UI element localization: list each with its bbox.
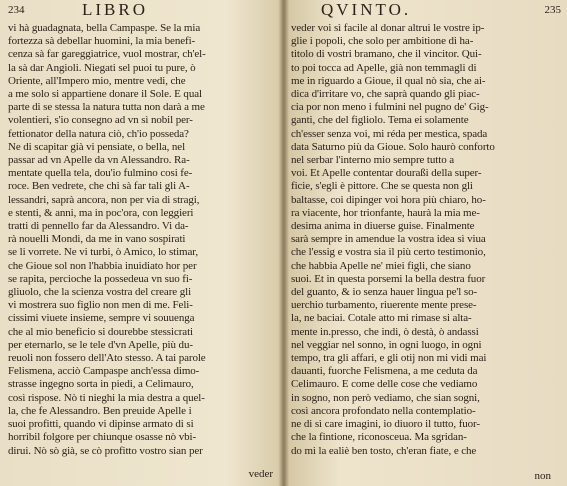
text-line: dica d'irritare vo, che saprà quando gli piac- xyxy=(291,88,480,101)
text-line: a me solo si appartiene donare il Sole. E qual xyxy=(8,88,202,101)
text-line: ne di sì care imagini, io diuoro il tutto, fuor- xyxy=(291,418,480,431)
text-line: in sogno, non però vediamo, che sian sogni, xyxy=(291,391,480,404)
text-line: che la fintione, riconosceua. Ma sgridan- xyxy=(291,431,467,444)
right-page-header xyxy=(287,0,567,22)
text-line: roce. Ben vedrete, che chi sà far tali gli A- xyxy=(8,180,190,193)
text-line: Felismena, acciò Campaspe anch'essa dimo- xyxy=(8,365,200,378)
right-page-text xyxy=(291,22,563,458)
text-line: ra viacente, hor trionfante, haurà la mia me- xyxy=(291,206,480,219)
text-line: volentieri, s'io consegno ad vn sì nobil per- xyxy=(8,114,193,127)
text-line: per eternarlo, se le tele d'vn Apelle, più du- xyxy=(8,338,193,351)
text-line: vi hà guadagnata, bella Campaspe. Se la mia xyxy=(8,22,201,34)
text-line: che al mio beneficio si dourebbe stessicrati xyxy=(8,325,193,338)
catchword: veder xyxy=(248,468,273,480)
text-line: strasse ingegno sorta in piedi, a Celimauro, xyxy=(8,378,194,391)
text-line: fettionator della natura ciò, ch'io posseda? xyxy=(8,127,189,140)
text-line: passar ad vn Apelle da vn Alessandro. Ra- xyxy=(8,154,190,167)
text-line: mentate quella tela, dou'io fulmino cosi fe- xyxy=(8,167,193,180)
right-page xyxy=(287,0,567,486)
text-line: fortezza sà debellar huomini, la mia benefi- xyxy=(8,35,196,48)
text-line: la, ne baciai. Cotale atto mi rimase si alta- xyxy=(291,312,472,325)
text-line: tratti di pennello far da Alessandro. Vi da- xyxy=(8,220,189,233)
text-line: tempo, tra gli affari, e gli otij non mi vidi mai xyxy=(291,352,487,365)
text-line: del guanto, & io senza hauer lingua pe'l so- xyxy=(291,286,478,299)
text-line: baltasse, coi dipinger voi hora più chiaro, ho- xyxy=(291,193,486,206)
text-line: così rispose. Nò ti nieghi la mia destra a quel- xyxy=(8,391,205,404)
text-line: cenza sà far gareggiatrice, vuol mostrar, ch'el- xyxy=(8,48,206,61)
text-line: lessandri, saprà ancora, non per via di stragi, xyxy=(8,193,200,206)
text-line: Celimauro. E come delle cose che vediamo xyxy=(291,378,478,391)
text-line: voi. Et Apelle contentar douraßi della super- xyxy=(291,167,482,180)
text-line: se rapita, percioche la possedeua vn suo fi- xyxy=(8,272,193,285)
text-line: e stenti, & anni, ma in poc'ora, con leggieri xyxy=(8,206,194,219)
page-number: 235 xyxy=(544,4,561,16)
text-line: suoi profitti, quando vi dipinse armato di si xyxy=(8,418,194,431)
text-line: ch'esser senza voi, mi réda per mestica, spada xyxy=(291,127,488,140)
text-line: gliuolo, che la scienza vostra del creare gli xyxy=(8,286,192,299)
page-number: 234 xyxy=(8,4,25,16)
text-line: Oriente, all'Impero mio, mentre vedi, che xyxy=(8,74,186,87)
text-line: nel serbar l'interno mio sempre tutto a xyxy=(291,154,455,167)
text-line: la, che fe Alessandro. Ben preuide Apelle i xyxy=(8,404,192,417)
left-page xyxy=(0,0,283,486)
text-line: me in riguardo a Gioue, il qual nò sia, che ai- xyxy=(291,74,486,87)
text-line: vi mostrera suo figlio non men di me. Feli- xyxy=(8,299,193,312)
text-line: desima anima in diuerse guise. Finalmente xyxy=(291,220,475,233)
text-line: horribil folgore per chiunque osasse nò vbi- xyxy=(8,431,197,444)
text-line: data Saturno più da Gioue. Solo haurò conforto xyxy=(291,140,495,153)
text-line: uerchio turbamento, riuerente mente prese- xyxy=(291,299,477,312)
text-line: rà nouelli Mondi, da me in vano sospirati xyxy=(8,233,186,246)
text-line: Ne di scapitar già vi pensiate, o bella, nel xyxy=(8,140,186,153)
text-line: suoi. Et in questa porsemi la bella destra fuor xyxy=(291,272,486,285)
text-line: dauanti, fuorche Felismena, a me ceduta da xyxy=(291,365,478,378)
text-line: reuoli non fossero dell'Ato stesso. A tai parole xyxy=(8,352,206,365)
text-line: sarà sempre in amendue la vostra idea sì viua xyxy=(291,233,486,246)
text-line: parte di se stessa la natura tutta non darà a me xyxy=(8,101,205,114)
text-line: la sà dar Angioli. Niegati sel puoi tu pure, ò xyxy=(8,61,196,74)
running-head: QVINTO. xyxy=(321,0,412,19)
text-line: do mi la ealiè ben tosto, ch'eran fiate, e che xyxy=(291,444,477,457)
catchword: non xyxy=(534,470,551,482)
text-line: glie i popoli, che solo per ambitione di ha- xyxy=(291,35,474,48)
text-line: cia por non meno i fulmini nel pugno de' Gig- xyxy=(291,101,489,114)
text-line: mente in.presso, che indi, ò destà, ò andassi xyxy=(291,325,479,338)
text-line: che Gioue sol non l'habbia inuidiato hor per xyxy=(8,259,197,272)
running-head: LIBRO xyxy=(82,0,148,19)
text-line: che l'essig e vostra sia il più certo testimonio, xyxy=(291,246,486,259)
text-line: ganti, che del figliolo. Tema ei solamente xyxy=(291,114,469,127)
left-page-header xyxy=(0,0,283,22)
text-line: se li vorrete. Ne vi turbi, ò Amico, lo stimar, xyxy=(8,246,199,259)
text-line: così ancora profondato nella contemplatio- xyxy=(291,404,476,417)
left-page-text xyxy=(8,22,280,458)
text-line: ficie, s'egli è pittore. Che se questa non gli xyxy=(291,180,473,193)
text-line: che habbia Apelle ne' miei figli, che siano xyxy=(291,259,471,272)
text-line: to poi tocca ad Apelle, già non temmagli di xyxy=(291,61,477,74)
text-line: titolo di vostri bramano, che il vincitor. Qui- xyxy=(291,48,482,61)
text-line: cissimi viuete insieme, sempre vi souuenga xyxy=(8,312,195,325)
text-line: dirui. Nò sò già, se cò profitto vostro sian per xyxy=(8,444,203,457)
text-line: nel veggiar nel sonno, in ogni luogo, in ogni xyxy=(291,338,482,351)
text-line: veder voi sì facile al donar altrui le vostre ip- xyxy=(291,22,485,34)
